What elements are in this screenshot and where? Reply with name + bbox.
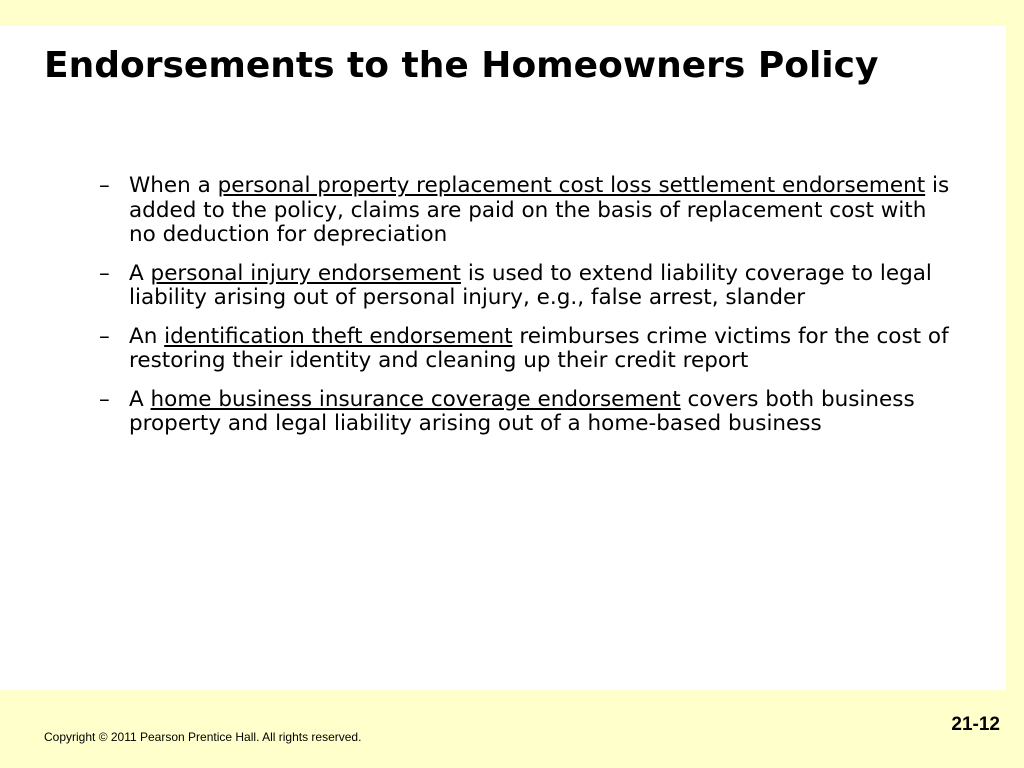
bullet-dash: – — [99, 173, 110, 198]
bullet-dash: – — [99, 386, 110, 412]
bullet-text-after: is used to extend liability coverage to legal liability arising out of personal injury, e.g., false arrest, slander — [129, 260, 932, 310]
bullet-item — [99, 388, 959, 437]
bullet-dash: – — [99, 323, 110, 349]
slide-title: Endorsements to the Homeowners Policy — [44, 45, 879, 86]
bullet-text-after: reimburses crime victims for the cost of restoring their identity and cleaning up their credit report — [129, 323, 949, 373]
bullet-text-after: is added to the policy, claims are paid on the basis of replacement cost with no deduction for depreciation — [129, 173, 950, 247]
copyright-footer: Copyright © 2011 Pearson Prentice Hall. All rights reserved. — [44, 730, 362, 744]
page-number-box — [922, 690, 1024, 768]
bullet-text-before: A — [129, 386, 151, 412]
bullet-text-before: When a — [129, 173, 218, 198]
bullet-item — [99, 325, 959, 374]
bullet-term: home business insurance coverage endorsement — [150, 386, 681, 412]
bullet-item — [99, 262, 959, 311]
bullet-text-before: An — [129, 323, 165, 349]
bullet-text-after: covers both business property and legal liability arising out of a home-based business — [129, 386, 915, 436]
bullet-term: identification theft endorsement — [164, 323, 513, 349]
bullet-text-before: A — [129, 260, 151, 286]
bullet-list — [99, 174, 959, 451]
page-number: 21-12 — [951, 714, 1000, 735]
bullet-term: personal property replacement cost loss settlement endorsement — [217, 173, 926, 198]
bullet-item — [99, 174, 959, 248]
bullet-term: personal injury endorsement — [150, 260, 461, 286]
bullet-dash: – — [99, 260, 110, 286]
